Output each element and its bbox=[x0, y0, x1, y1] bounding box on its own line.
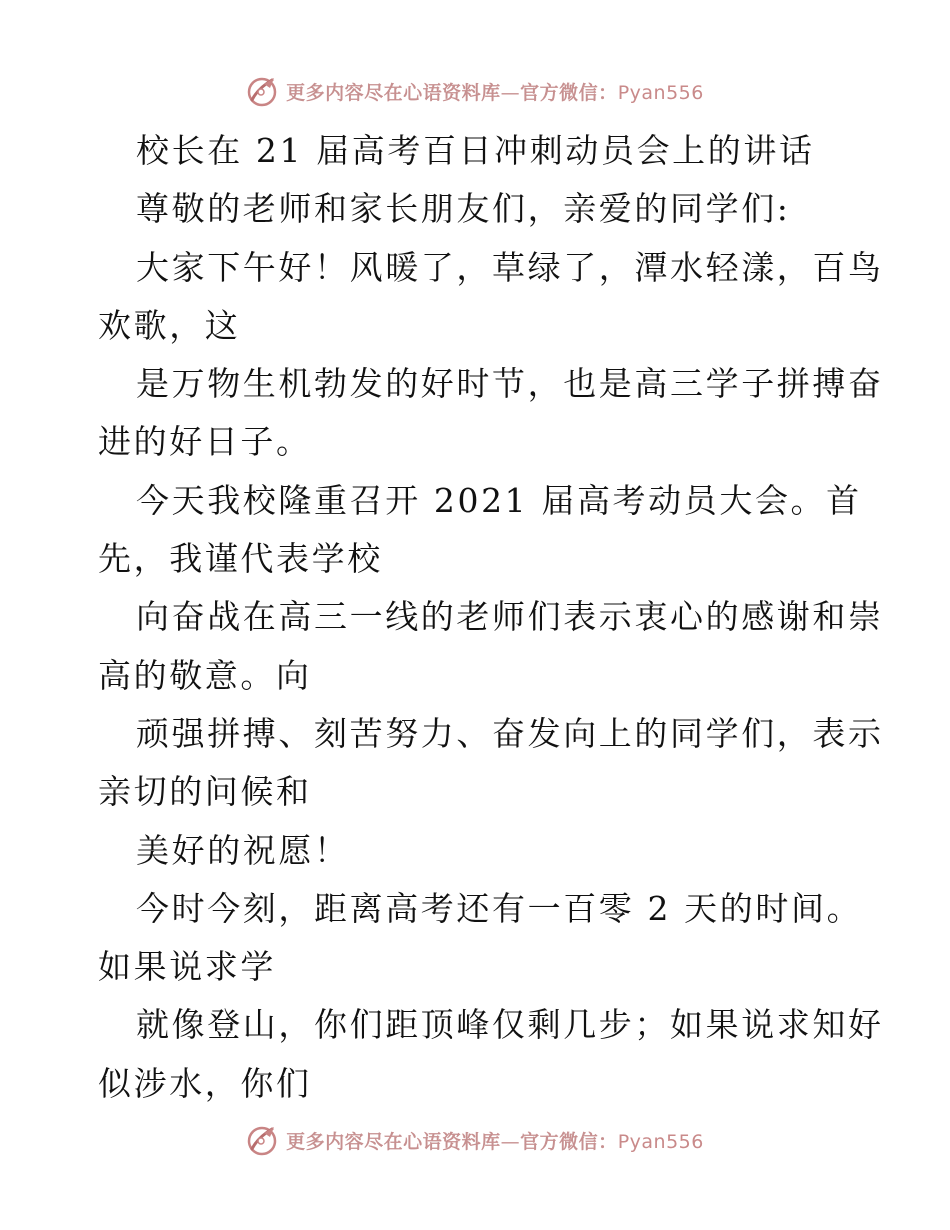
text-line: 就像登山，你们距顶峰仅剩几步；如果说求知好 bbox=[136, 1005, 884, 1045]
text-line: 向奋战在高三一线的老师们表示衷心的感谢和崇 bbox=[136, 597, 884, 637]
header-banner-title: 更多内容尽在心语资料库 bbox=[286, 81, 501, 104]
header-banner bbox=[0, 71, 950, 111]
header-wechat-id: Pyan556 bbox=[617, 81, 704, 104]
header-banner-separator: — bbox=[500, 81, 521, 104]
text-line: 今时今刻，距离高考还有一百零 2 天的时间。 bbox=[136, 888, 863, 928]
text-line: 高的敬意。向 bbox=[98, 655, 312, 695]
footer-wechat-id: Pyan556 bbox=[617, 1130, 704, 1153]
text-line: 如果说求学 bbox=[98, 947, 276, 987]
speech-body bbox=[98, 122, 884, 1113]
pen-nib-circle-icon bbox=[246, 74, 280, 108]
header-banner-text bbox=[286, 78, 704, 105]
text-line: 顽强拼搏、刻苦努力、奋发向上的同学们，表示 bbox=[136, 713, 884, 753]
footer-banner bbox=[0, 1120, 950, 1160]
text-line: 今天我校隆重召开 2021 届高考动员大会。首 bbox=[136, 480, 862, 520]
text-line: 大家下午好！风暖了，草绿了，潭水轻漾，百鸟 bbox=[136, 247, 884, 287]
footer-banner-text bbox=[286, 1127, 704, 1154]
footer-banner-suffix: 官方微信： bbox=[520, 1130, 618, 1153]
footer-banner-separator: — bbox=[500, 1130, 521, 1153]
text-line: 欢歌，这 bbox=[98, 305, 241, 345]
footer-banner-title: 更多内容尽在心语资料库 bbox=[286, 1130, 501, 1153]
speech-title: 校长在 21 届高考百日冲刺动员会上的讲话 bbox=[136, 131, 815, 170]
text-line: 亲切的问候和 bbox=[98, 772, 312, 812]
text-line: 美好的祝愿！ bbox=[136, 830, 350, 870]
pen-nib-circle-icon bbox=[246, 1123, 280, 1157]
text-line: 似涉水，你们 bbox=[98, 1063, 312, 1103]
text-line: 是万物生机勃发的好时节，也是高三学子拼搏奋 bbox=[136, 364, 884, 404]
text-line: 尊敬的老师和家长朋友们，亲爱的同学们: bbox=[136, 189, 791, 229]
text-line: 进的好日子。 bbox=[98, 422, 312, 462]
text-line: 先，我谨代表学校 bbox=[98, 539, 383, 579]
header-banner-suffix: 官方微信： bbox=[520, 81, 618, 104]
